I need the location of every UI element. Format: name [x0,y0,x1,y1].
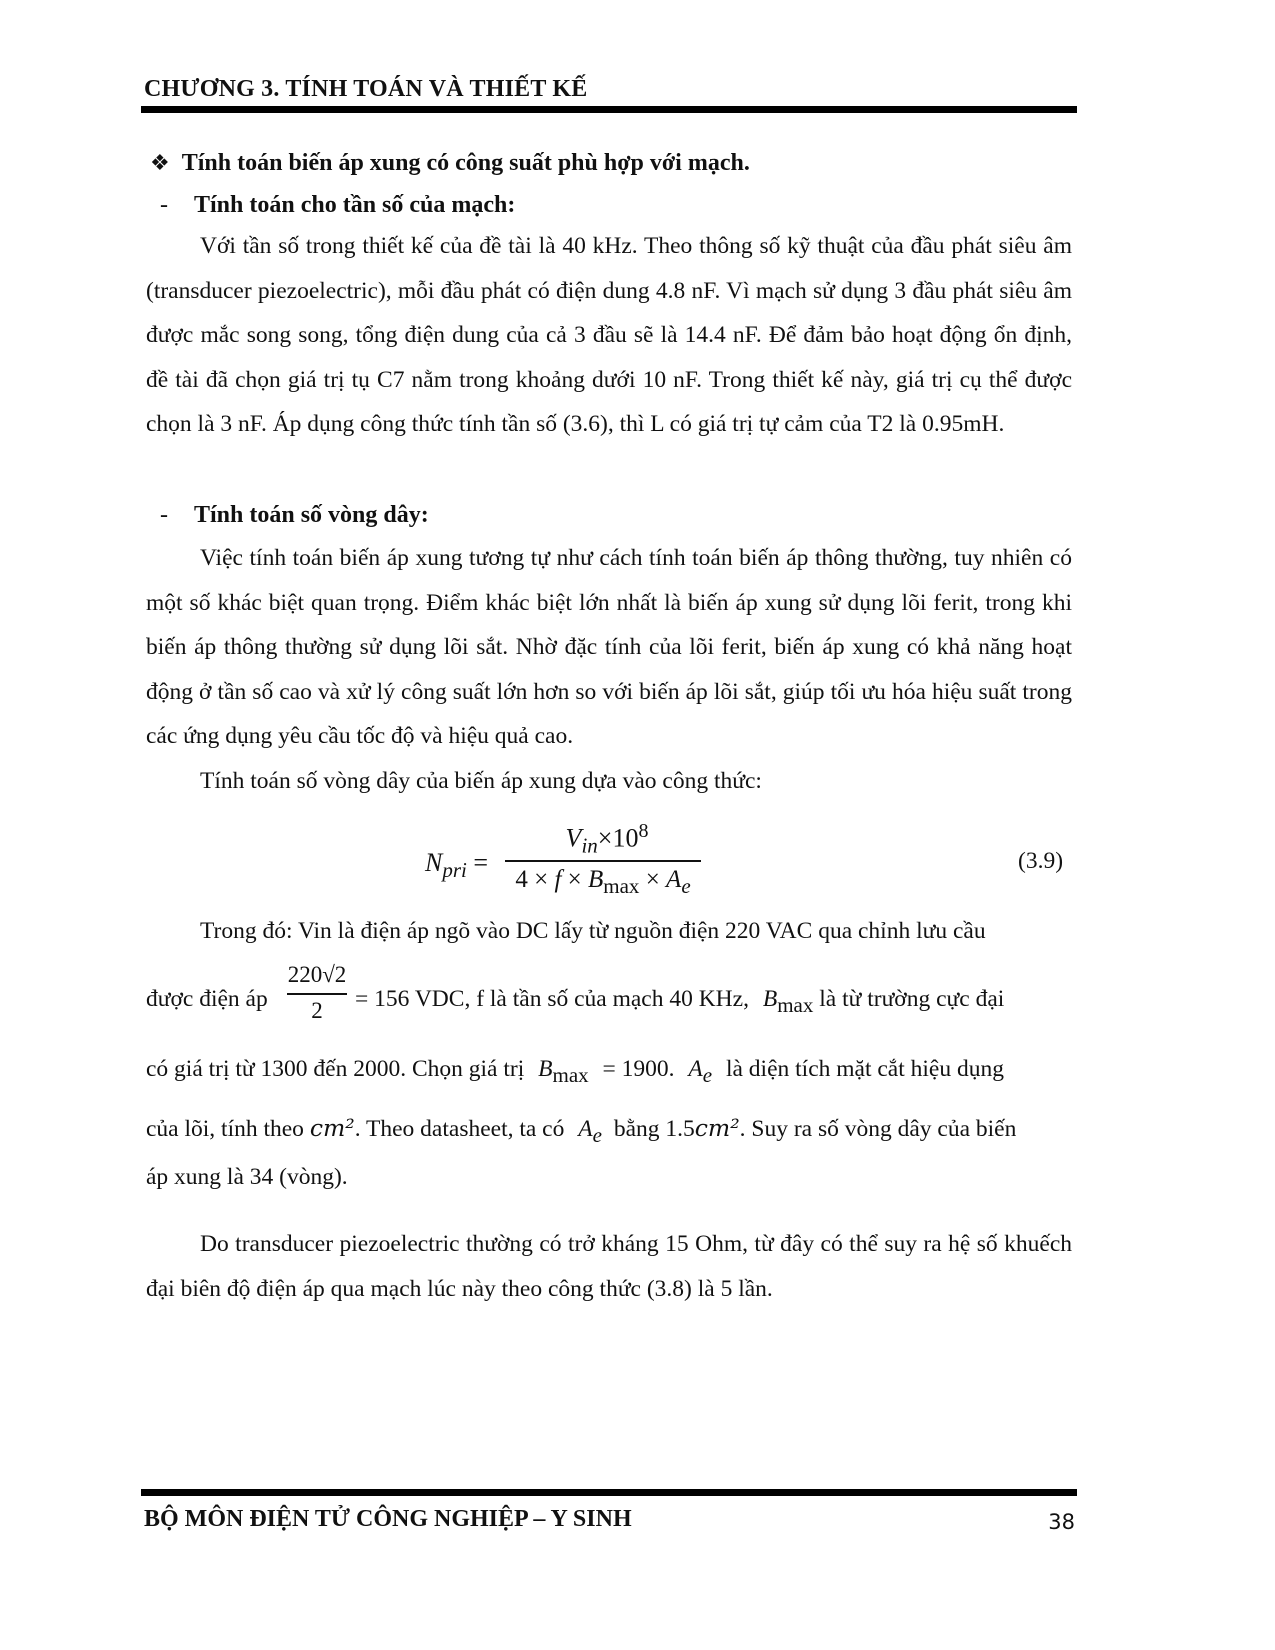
diamond-bullet-icon: ❖ [150,151,170,176]
chapter-header: CHƯƠNG 3. TÍNH TOÁN VÀ THIẾT KẾ [144,76,588,102]
where-line-4: của lõi, tính theo cm². Theo datasheet, ta có Ae bằng 1.5cm². Suy ra số vòng dây của biến [146,1114,1017,1147]
formula-intro: Tính toán số vòng dây của biến áp xung dựa vào công thức: [200,768,762,794]
closing-paragraph: Do transducer piezoelectric thường có trở kháng 15 Ohm, từ đây có thể suy ra hệ số khuếch đại biên độ điện áp qua mạch lúc này theo công thức (3.8) là 5 lần. [146,1231,1072,1302]
turns-paragraph: Việc tính toán biến áp xung tương tự như cách tính toán biến áp thông thường, tuy nhiên có một số khác biệt quan trọng. Điểm khác biệt lớn nhất là biến áp xung sử dụng lõi ferit, trong khi biến áp thông thường sử dụng lõi sắt. Nhờ đặc tính của lõi ferit, biến áp xung có khả năng hoạt động ở tần số cao và xử lý công suất lớn hơn so với biến áp lõi sắt, giúp tối ưu hóa hiệu suất trong các ứng dụng yêu cầu tốc độ và hiệu quả cao. [146,545,1072,749]
equation-denominator: $4 \times f \times B_{max} \times A_e$ [515,866,691,898]
subsection-title-turns: Tính toán số vòng dây: [194,502,429,528]
page-number: 38 [1048,1510,1075,1534]
section-heading [150,150,750,177]
equation-number: (3.9) [1018,848,1064,874]
subsection-heading-frequency: - Tính toán cho tần số của mạch: [160,192,516,218]
equation-lhs: $N_{pri}$ = [425,848,489,882]
where-line-2-text: = 156 VDC, f là tần số của mạch 40 KHz, Bmax là từ trường cực đại [355,986,1005,1017]
header-rule [141,106,1077,113]
frequency-paragraph: Với tần số trong thiết kế của đề tài là 40 kHz. Theo thông số kỹ thuật của đầu phát siêu âm (transducer piezoelectric), mỗi đầu phát có điện dung 4.8 nF. Vì mạch sử dụng 3 đầu phát siêu âm được mắc song song, tổng điện dung của cả 3 đầu sẽ là 14.4 nF. Để đảm bảo hoạt động ổn định, đề tài đã chọn giá trị tụ C7 nằm trong khoảng dưới 10 nF. Trong thiết kế này, giá trị cụ thể được chọn là 3 nF. Áp dụng công thức tính tần số (3.6), thì L có giá trị tự cảm của T2 là 0.95mH. [146,233,1072,437]
footer-rule [141,1489,1077,1496]
where-line-1: Trong đó: Vin là điện áp ngõ vào DC lấy từ nguồn điện 220 VAC qua chỉnh lưu cầu [200,918,986,944]
equation-numerator: $V_{in}\times 10^8$ [565,820,649,858]
section-title: Tính toán biến áp xung có công suất phù hợp với mạch. [181,150,750,176]
voltage-fraction: 220√2 2 [287,962,347,1023]
where-line-2-prefix: được điện áp [146,986,268,1012]
where-line-5: áp xung là 34 (vòng). [146,1164,348,1190]
equation-3-9 [425,820,725,900]
footer-department: BỘ MÔN ĐIỆN TỬ CÔNG NGHIỆP – Y SINH [144,1506,632,1532]
equation-fraction-bar [505,860,701,862]
subsection-heading-turns: - Tính toán số vòng dây: [160,502,429,528]
subsection-title-frequency: Tính toán cho tần số của mạch: [194,192,516,218]
where-line-3: có giá trị từ 1300 đến 2000. Chọn giá trị Bmax = 1900. Ae là diện tích mặt cắt hiệu dụng [146,1056,1004,1087]
